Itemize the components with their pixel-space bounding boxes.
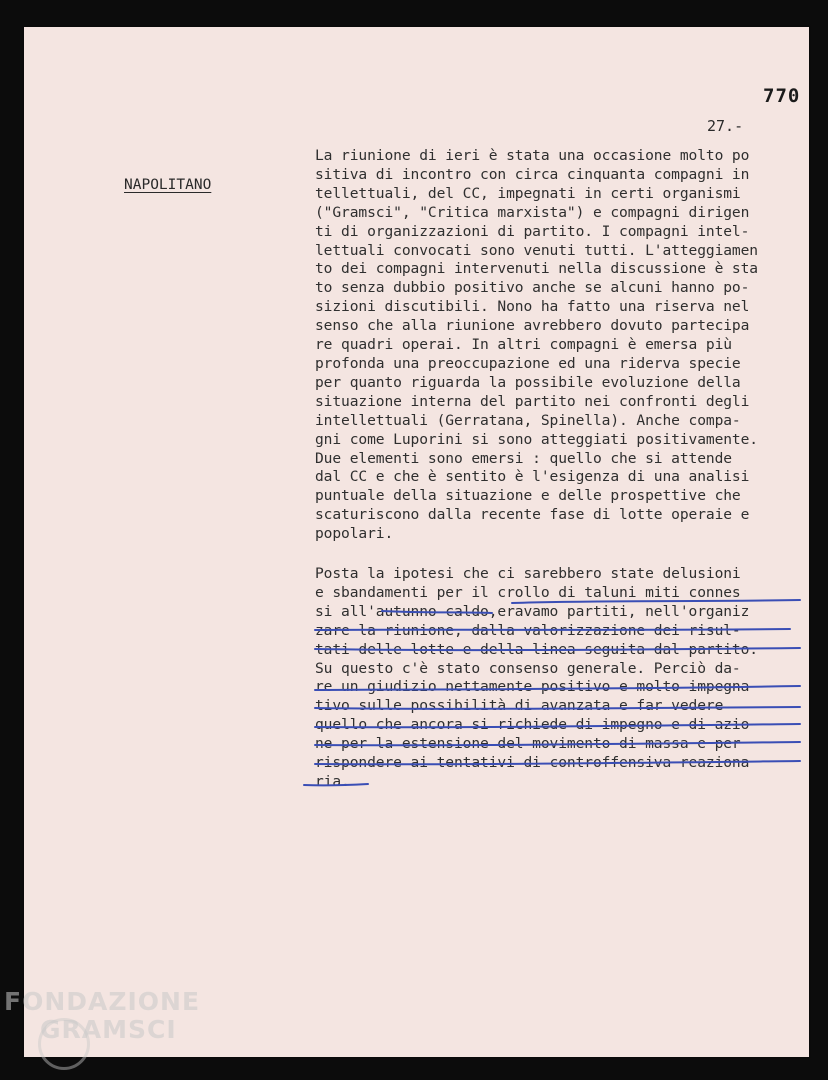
text-line: to senza dubbio positivo anche se alcuni hanno po-	[315, 279, 750, 297]
text-line: si all'autunno caldo,eravamo partiti, nell'organiz	[315, 602, 750, 620]
text-line: ria.	[315, 773, 350, 790]
text-line: ("Gramsci", "Critica marxista") e compagni dirigen	[315, 203, 750, 221]
text-line: lettuali convocati sono venuti tutti. L'atteggiamen	[315, 241, 758, 259]
text-line: e sbandamenti per il crollo di taluni miti connes	[315, 583, 741, 601]
text-line: senso che alla riunione avrebbero dovuto partecipa	[315, 317, 750, 335]
watermark-line2: GRAMSCI	[40, 1015, 177, 1044]
text-line: dal CC e che è sentito è l'esigenza di una analisi	[315, 468, 750, 486]
text-line: Posta la ipotesi che ci sarebbero state delusioni	[315, 565, 741, 583]
text-line: quello che ancora si richiede di impegno e di azio	[315, 716, 750, 734]
text-line: scaturiscono dalla recente fase di lotte operaie e	[315, 506, 750, 524]
text-line: to dei compagni intervenuti nella discussione è sta	[315, 260, 758, 278]
text-line: sizioni discutibili. Nono ha fatto una riserva nel	[315, 298, 750, 316]
text-line: Su questo c'è stato consenso generale. Perciò da-	[315, 659, 741, 677]
page-number: 770	[763, 85, 801, 107]
text-line: La riunione di ieri è stata una occasione molto po	[315, 147, 750, 164]
text-line: situazione interna del partito nei confronti degli	[315, 392, 750, 410]
text-line: puntuale della situazione e delle prospettive che	[315, 487, 741, 505]
text-line: rispondere ai tentativi di controffensiva reaziona	[315, 754, 750, 772]
text-line: profonda una preoccupazione ed una riderva specie	[315, 354, 741, 372]
watermark-line1: FONDAZIONE	[4, 987, 201, 1016]
text-line: ti di organizzazioni di partito. I compagni intel-	[315, 222, 750, 240]
text-line: re un giudizio nettamente positivo e molto impegna	[315, 678, 750, 696]
speech-text	[315, 147, 805, 792]
text-line: sitiva di incontro con circa cinquanta compagni in	[315, 165, 750, 183]
text-line: gni come Luporini si sono atteggiati positivamente.	[315, 430, 758, 448]
text-line: intellettuali (Gerratana, Spinella). Anche compa-	[315, 411, 741, 429]
text-line: tivo sulle possibilità di avanzata e far vedere	[315, 697, 724, 715]
text-line: popolari.	[315, 525, 394, 543]
text-line: ne per la estensione del movimento di massa e per	[315, 735, 741, 753]
text-line: Due elementi sono emersi : quello che si attende	[315, 449, 732, 467]
text-line: re quadri operai. In altri compagni è emersa più	[315, 336, 732, 354]
watermark	[4, 988, 200, 1044]
text-line: zare la riunione, dalla valorizzazione dei risul-	[315, 621, 741, 639]
text-line: tellettuali, del CC, impegnati in certi organismi	[315, 184, 741, 202]
speaker-name: NAPOLITANO	[124, 177, 212, 193]
text-line: per quanto riguarda la possibile evoluzione della	[315, 373, 741, 391]
text-line: tati delle lotte e della linea seguita dal partito.	[315, 640, 758, 658]
sheet-number: 27.-	[707, 117, 744, 135]
